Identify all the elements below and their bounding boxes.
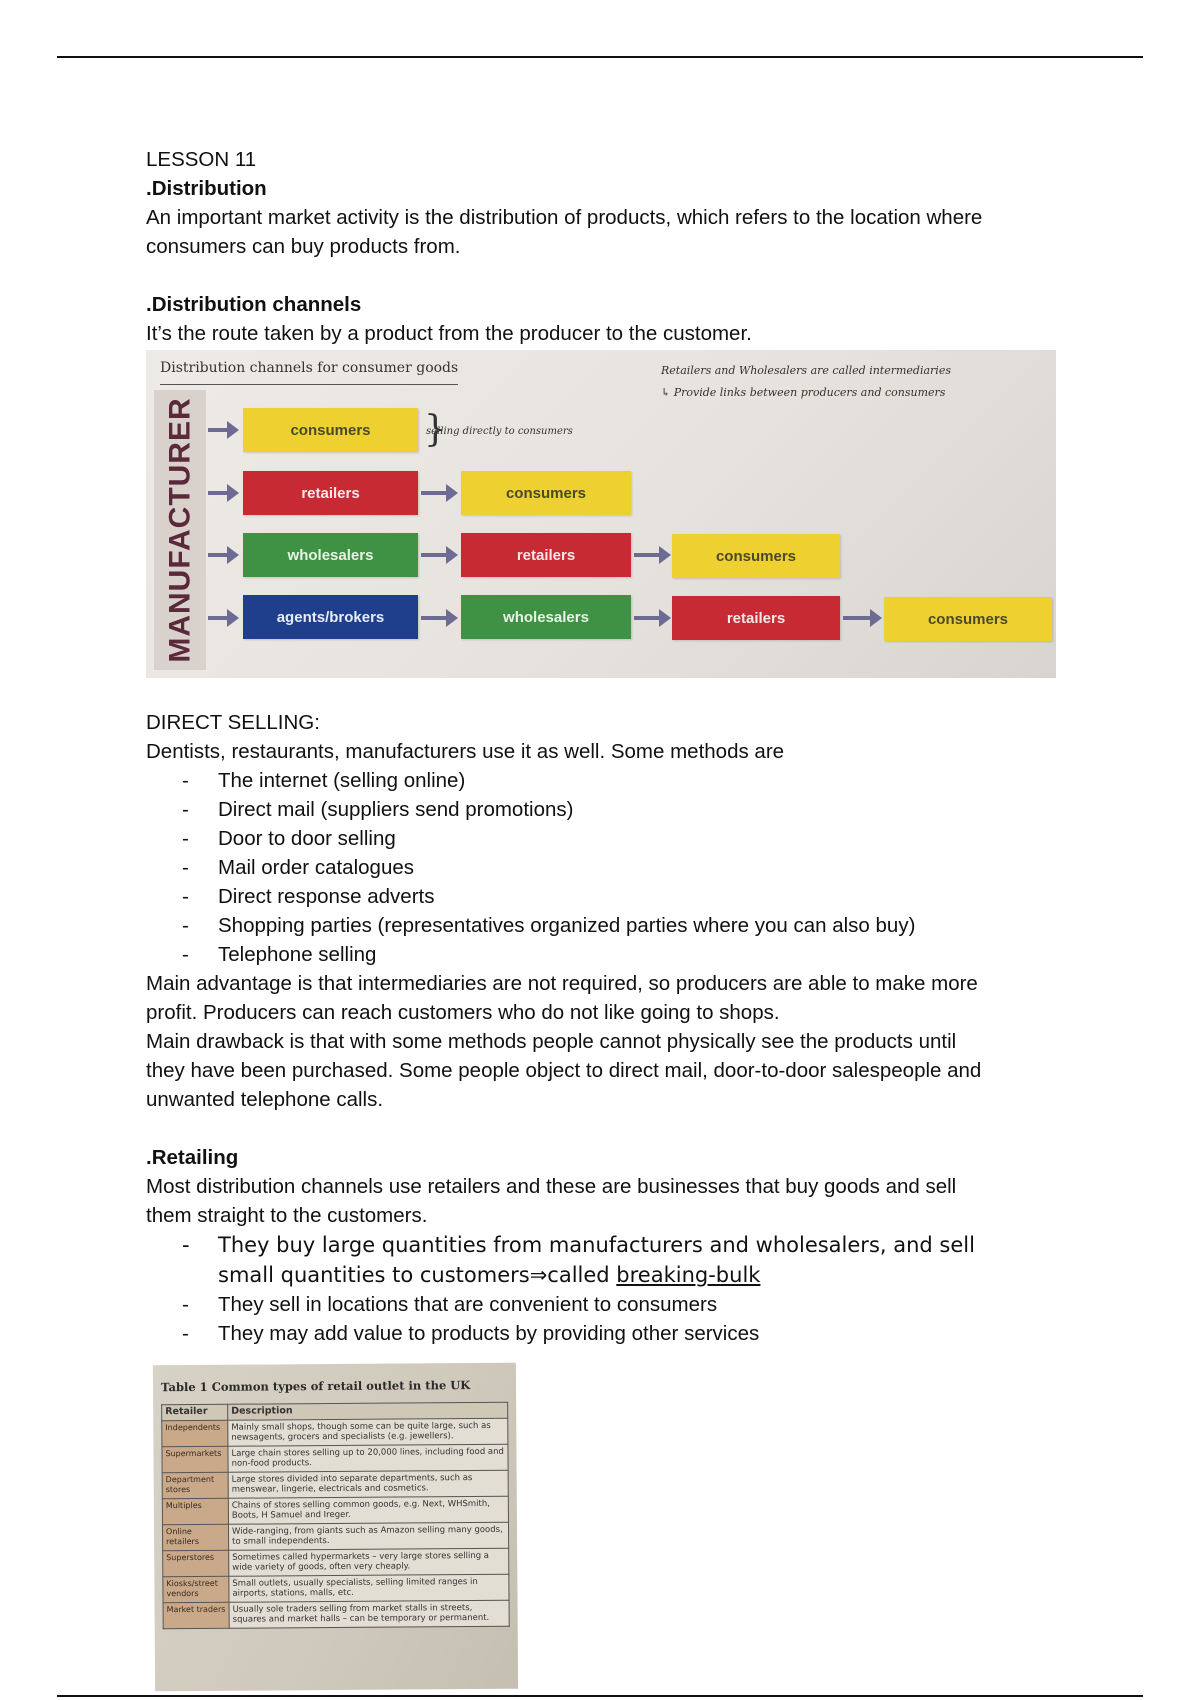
channel-box-consumers: consumers [672,534,840,578]
arrow-icon [634,616,662,620]
document-body [146,145,1066,1690]
brace-mark: } [424,409,447,450]
arrow-icon [421,553,449,557]
description-cell: Large chain stores selling up to 20,000 lines, including food and non-food products. [228,1444,508,1472]
arrow-icon [208,428,230,432]
retailer-cell: Kiosks/street vendors [163,1576,229,1602]
drawback-line-3: unwanted telephone calls. [146,1088,384,1111]
list-item: - Door to door selling [182,824,1066,853]
list-item: - They sell in locations that are convenient to consumers [182,1290,1066,1319]
table-row [162,1444,508,1472]
drawback-line-2: they have been purchased. Some people object to direct mail, door-to-door salespeople and [146,1059,982,1082]
retailing-heading: .Retailing [146,1146,239,1169]
retailer-cell: Independents [162,1420,228,1446]
retailer-cell: Online retailers [162,1524,228,1550]
lesson-label: LESSON 11 [146,148,257,171]
retailer-cell: Market traders [163,1602,229,1628]
channel-box-retailers: retailers [672,596,840,640]
retailer-cell: Department stores [162,1472,228,1498]
list-item: - Shopping parties (representatives organized parties where you can also buy) [182,911,1066,940]
list-item: - Direct mail (suppliers send promotions) [182,795,1066,824]
arrow-icon [208,491,230,495]
table-title: Table 1 Common types of retail outlet in the UK [160,1378,471,1395]
distribution-channels-diagram [146,350,1056,678]
list-item: - They may add value to products by providing other services [182,1319,1066,1348]
description-cell: Small outlets, usually specialists, selling limited ranges in airports, stations, malls, etc. [229,1574,509,1602]
retailer-cell: Supermarkets [162,1446,228,1472]
direct-selling-intro: Dentists, restaurants, manufacturers use it as well. Some methods are [146,740,785,763]
table-row [162,1496,508,1524]
distribution-text: An important market activity is the distribution of products, which refers to the location where consumers can buy products from. [146,206,983,258]
retailing-points [182,1230,1066,1348]
channel-box-wholesalers: wholesalers [461,595,631,639]
list-item: - Direct response adverts [182,882,1066,911]
arrow-icon [634,553,662,557]
note-line-2: ↳ Provide links between producers and consumers [661,386,946,399]
drawback-line-1: Main drawback is that with some methods people cannot physically see the products until [146,1030,957,1053]
advantage-line-1: Main advantage is that intermediaries are not required, so producers are able to make more [146,972,978,995]
list-item: - Mail order catalogues [182,853,1066,882]
column-header-retailer: Retailer [162,1404,228,1420]
table-row [163,1600,509,1628]
description-cell: Mainly small shops, though some can be quite large, such as newsagents, grocers and specialists (e.g. jewellers). [228,1418,508,1446]
retail-outlet-table-photo [153,1363,518,1692]
manufacturer-label: MANUFACTURER [163,397,197,663]
description-cell: Usually sole traders selling from market stalls in streets, squares and market halls – can be temporary or permanent. [229,1600,509,1628]
retailer-cell: Superstores [163,1550,229,1576]
table-row [163,1548,509,1576]
retailing-intro-2: them straight to the customers. [146,1204,428,1227]
arrow-icon [208,553,230,557]
channel-box-retailers: retailers [243,471,418,515]
point-1-line-2: small quantities to customers⇒called [218,1263,617,1287]
channel-box-consumers: consumers [884,597,1052,641]
description-cell: Large stores divided into separate departments, such as menswear, lingerie, electricals and cosmetics. [228,1470,508,1498]
note-line-1: Retailers and Wholesalers are called intermediaries [661,364,951,377]
arrow-icon [421,491,449,495]
diagram-handwritten-note [661,360,951,404]
diagram-title: Distribution channels for consumer goods [160,354,458,385]
channel-box-consumers: consumers [243,408,418,452]
retail-outlet-table [161,1402,510,1629]
channels-text: It’s the route taken by a product from the producer to the customer. [146,322,752,345]
direct-selling-heading: DIRECT SELLING: [146,711,320,734]
table-row [163,1574,509,1602]
direct-selling-note: selling directly to consumers [426,426,573,437]
description-cell: Chains of stores selling common goods, e.g. Next, WHSmith, Boots, H Samuel and Ireger. [228,1496,508,1524]
column-header-description: Description [228,1402,508,1419]
top-rule [57,56,1143,58]
list-item [182,1230,1066,1290]
description-cell: Wide-ranging, from giants such as Amazon selling many goods, to small independents. [228,1522,508,1550]
channels-heading: .Distribution channels [146,293,362,316]
table-row [162,1470,508,1498]
list-item: - The internet (selling online) [182,766,1066,795]
direct-selling-methods [182,766,1066,969]
retailing-intro-1: Most distribution channels use retailers and these are businesses that buy goods and sell [146,1175,957,1198]
arrow-icon [843,616,873,620]
channel-box-wholesalers: wholesalers [243,533,418,577]
description-cell: Sometimes called hypermarkets – very large stores selling a wide variety of goods, often very cheaply. [229,1548,509,1576]
arrow-icon [208,616,230,620]
channel-box-agents-brokers: agents/brokers [243,595,418,639]
advantage-line-2: profit. Producers can reach customers who do not like going to shops. [146,1001,780,1024]
retailer-cell: Multiples [162,1498,228,1524]
distribution-heading: .Distribution [146,177,267,200]
table-row [162,1522,508,1550]
channel-box-retailers: retailers [461,533,631,577]
bottom-rule [57,1695,1143,1697]
list-item: - Telephone selling [182,940,1066,969]
table-row [162,1418,508,1446]
point-1-line-1: They buy large quantities from manufacturers and wholesalers, and sell [218,1233,975,1257]
arrow-icon [421,616,449,620]
breaking-bulk-term: breaking-bulk [616,1263,761,1287]
channel-box-consumers: consumers [461,471,631,515]
